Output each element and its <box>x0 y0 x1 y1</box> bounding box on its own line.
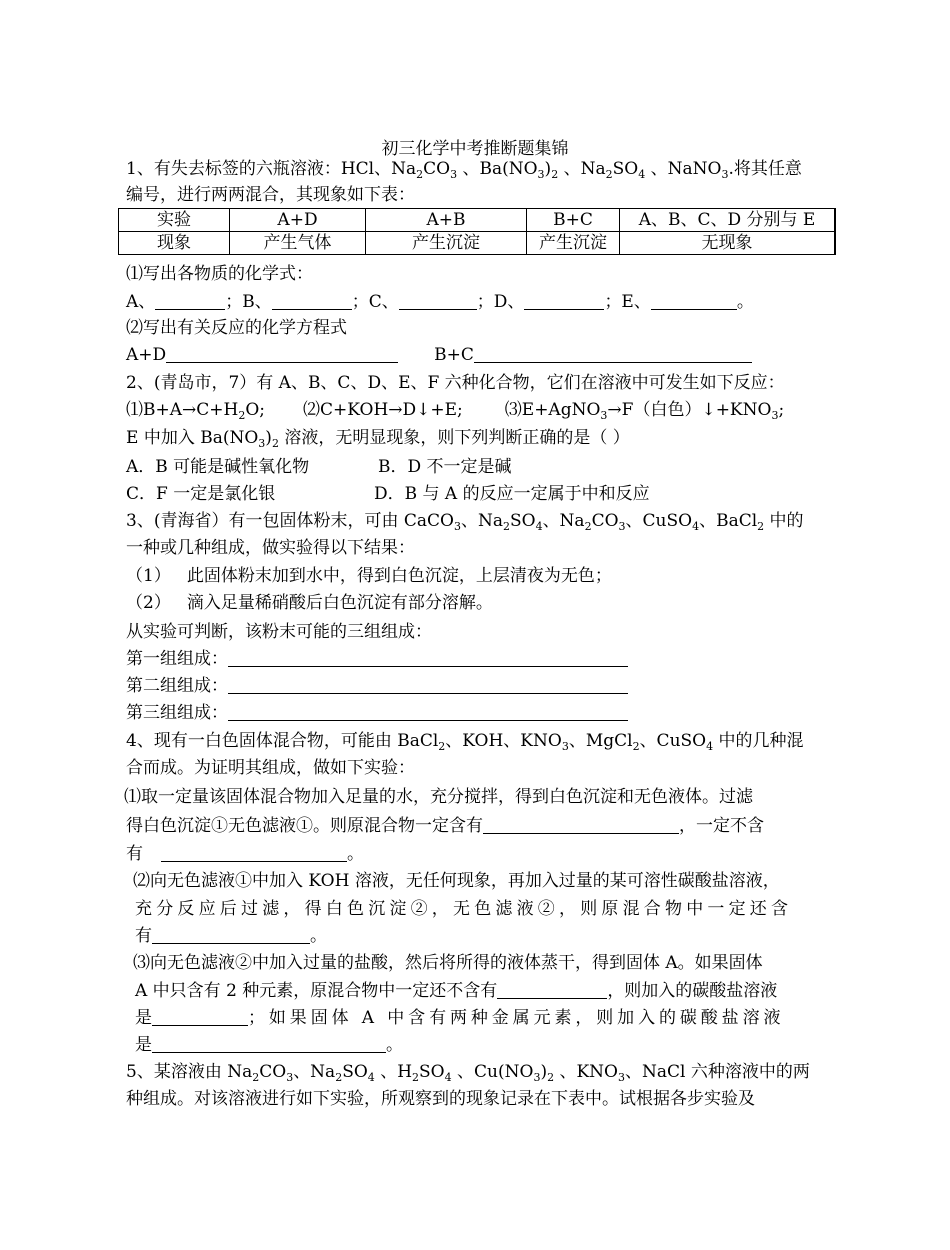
q4-p3-line4: 是 。 <box>135 1035 403 1055</box>
q2-option-b: B．D 不一定是碱 <box>378 457 512 477</box>
q2-line3: E 中加入 $Ba(NO_3)_2$ 溶液，无明显现象，则下列判断正确的是（ ） <box>126 428 630 450</box>
also-not-contain-blank[interactable] <box>497 981 607 999</box>
document-title: 初三化学中考推断题集锦 <box>381 139 569 159</box>
q1-sub1: ⑴写出各物质的化学式： <box>126 264 313 284</box>
must-not-contain-blank[interactable] <box>161 844 347 862</box>
q3-item-2: （2） 滴入足量稀硝酸后白色沉淀有部分溶解。 <box>126 593 493 613</box>
answer-blank-a[interactable] <box>155 292 225 310</box>
q2-option-d: D．B 与 A 的反应一定属于中和反应 <box>374 484 650 504</box>
q1-sub2: ⑵写出有关反应的化学方程式 <box>126 318 347 338</box>
table-cell: 无现象 <box>620 232 836 255</box>
table-cell: B+C <box>527 209 620 232</box>
q3-group-3: 第三组组成： <box>126 701 628 725</box>
table-cell: 实验 <box>119 209 230 232</box>
table-cell: 产生气体 <box>230 232 366 255</box>
table-row <box>119 232 836 255</box>
q3-conclusion: 从实验可判断，该粉末可能的三组组成： <box>126 622 432 642</box>
q4-p2-line1: ⑵向无色滤液①中加入 KOH 溶液，无任何现象，再加入过量的某可溶性碳酸盐溶液， <box>133 871 780 891</box>
answer-blank-b[interactable] <box>272 292 352 310</box>
group-3-blank[interactable] <box>228 703 628 721</box>
q4-p1-line3: 有 。 <box>126 844 364 864</box>
table-cell: A+B <box>366 209 527 232</box>
q3-group-1: 第一组组成： <box>126 647 628 671</box>
answer-blank-e[interactable] <box>651 292 737 310</box>
table-row <box>119 209 836 232</box>
q4-p3-line3: 是 ；如果固体 A 中含有两种金属元素，则加入的碳酸盐溶液 <box>135 1008 785 1028</box>
q2-option-a: A．B 可能是碱性氧化物 <box>126 457 310 477</box>
q2-reactions: $⑴B+A\to C+H_2O$; ⑵C+KOH→D↓+E; ⑶E+AgNO$_3$→F（白色）$↓+KNO_3$; <box>126 400 785 422</box>
q4-p2-line2: 充分反应后过滤，得白色沉淀②，无色滤液②，则原混合物中一定还含 <box>135 899 793 919</box>
carbonate-blank-1[interactable] <box>152 1008 248 1026</box>
q1-stem-line1: 1、有失去标签的六瓶溶液：HCl、$Na_2CO_3$ 、$Ba(NO_3)_2$ 、$Na_2SO_4$ 、NaNO$_3$.将其任意 <box>126 159 802 181</box>
q4-p3-line2: A 中只含有 2 种元素，原混合物中一定还不含有 ，则加入的碳酸盐溶液 <box>135 981 778 1001</box>
q4-p2-line3: 有 。 <box>135 926 327 946</box>
answer-blank-c[interactable] <box>399 292 477 310</box>
group-1-blank[interactable] <box>228 649 628 667</box>
equation-blank-ad[interactable] <box>166 345 398 363</box>
answer-blank-d[interactable] <box>524 292 604 310</box>
q2-stem: 2、(青岛市，7）有 A、B、C、D、E、F 六种化合物，它们在溶液中可发生如下反应： <box>126 373 785 393</box>
must-contain-blank[interactable] <box>483 816 679 834</box>
q2-option-c: C．F 一定是氯化银 <box>126 484 276 504</box>
q4-stem: 4、现有一白色固体混合物，可能由 BaCl$_2$、KOH、$KNO_3$、MgCl$_2$、CuSO$_4$ 中的几种混 <box>126 731 804 753</box>
q4-p1-line1: ⑴取一定量该固体混合物加入足量的水，充分搅拌，得到白色沉淀和无色液体。过滤 <box>124 787 753 807</box>
q4-p3-line1: ⑶向无色滤液②中加入过量的盐酸，然后将所得的液体蒸干，得到固体 A。如果固体 <box>133 953 763 973</box>
q1-formula-line: A、 ；B、 ；C、 ；D、 ；E、 。 <box>126 292 754 312</box>
group-2-blank[interactable] <box>228 676 628 694</box>
q1-equation-line: A+D B+C <box>126 343 752 367</box>
carbonate-blank-2[interactable] <box>152 1035 386 1053</box>
also-contains-blank[interactable] <box>152 926 310 944</box>
q1-experiment-table <box>118 208 836 255</box>
table-cell: A、B、C、D 分别与 E <box>620 209 836 232</box>
q4-stem-line2: 合而成。为证明其组成，做如下实验： <box>126 758 415 778</box>
q1-stem-line2: 编号，进行两两混合，其现象如下表： <box>126 185 415 205</box>
q3-item-1: （1） 此固体粉末加到水中，得到白色沉淀，上层清夜为无色； <box>126 566 612 586</box>
table-cell: 产生沉淀 <box>527 232 620 255</box>
q3-group-2: 第二组组成： <box>126 674 628 698</box>
equation-blank-bc[interactable] <box>474 345 752 363</box>
table-cell: 现象 <box>119 232 230 255</box>
q3-stem: 3、(青海省）有一包固体粉末，可由 CaCO$_3$、$Na_2SO_4$、$Na_2CO_3$、CuSO$_4$、BaCl$_2$ 中的 <box>126 511 804 533</box>
q5-stem-line2: 种组成。对该溶液进行如下实验，所观察到的现象记录在下表中。试根据各步实验及 <box>126 1089 755 1109</box>
q5-stem: 5、某溶液由 $Na_2CO_3$、$Na_2SO_4$ 、$H_2SO_4$ 、$Cu(NO_3)_2$ 、$KNO_3$、NaCl 六种溶液中的两 <box>126 1062 810 1084</box>
table-cell: A+D <box>230 209 366 232</box>
table-cell: 产生沉淀 <box>366 232 527 255</box>
q4-p1-line2: 得白色沉淀①无色滤液①。则原混合物一定含有 ，一定不含 <box>126 816 764 836</box>
q3-stem-line2: 一种或几种组成，做实验得以下结果： <box>126 538 415 558</box>
